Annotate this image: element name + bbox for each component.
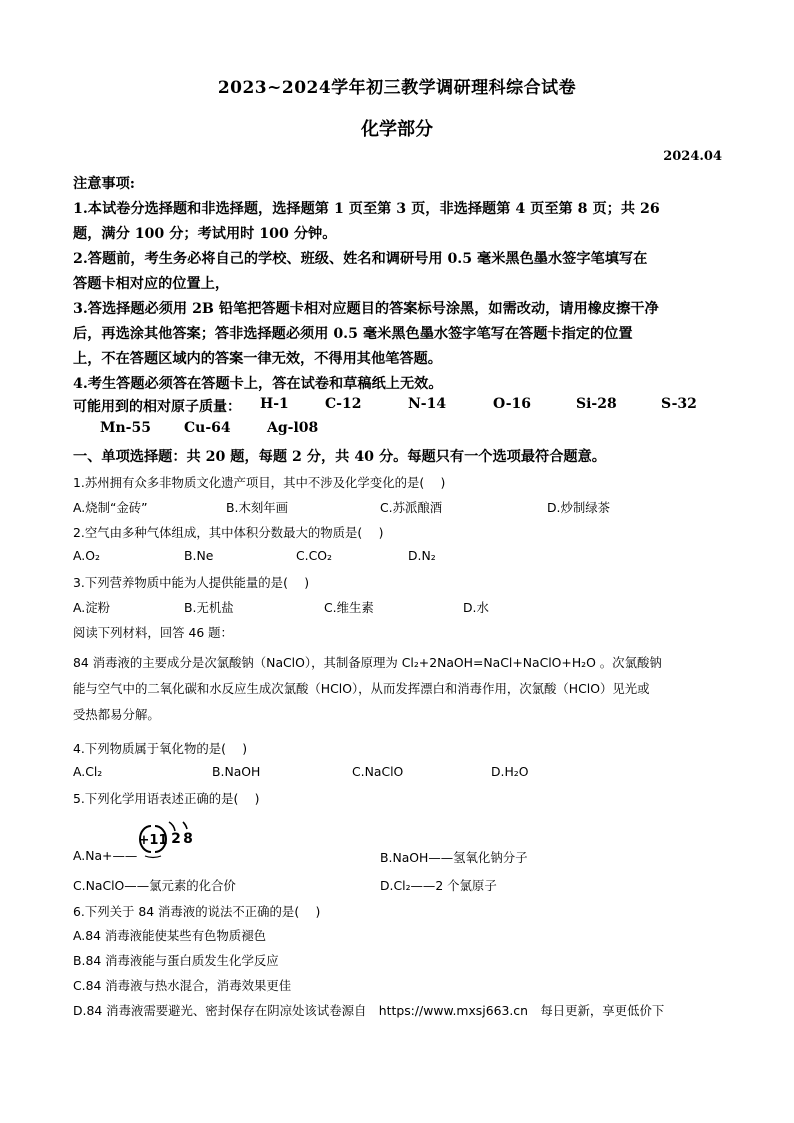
question-5-option-d: D.Cl₂——2 个氯原子	[380, 878, 497, 893]
option-b: B.木刻年画	[226, 500, 289, 515]
reading-intro: 阅读下列材料，回答 46 题：	[73, 625, 233, 640]
question-3-options	[73, 598, 733, 616]
option-d: D.水	[463, 600, 489, 615]
reading-material	[73, 650, 733, 728]
shell-electrons: 8	[183, 831, 193, 847]
question-6-stem: 6.下列关于 84 消毒液的说法不正确的是( )	[73, 904, 321, 919]
option-b: B.84 消毒液能与蛋白质发生化学反应	[73, 953, 279, 968]
option-c: C.CO₂	[296, 548, 332, 563]
sodium-ion-structure-diagram	[133, 819, 203, 861]
option-a: A.84 消毒液能使某些有色物质褪色	[73, 928, 266, 943]
notes-line: 1.本试卷分选择题和非选择题，选择题第 1 页至第 3 页，非选择题第 4 页至第 8 页；共 26	[73, 201, 660, 217]
material-line: 受热都易分解。	[73, 707, 160, 722]
notes-line: 4.考生答题必须答在答题卡上，答在试卷和草稿纸上无效。	[73, 376, 443, 392]
material-line: 能与空气中的二氧化碳和水反应生成次氯酸（HClO），从而发挥漂白和消毒作用，次氯酸（HClO）见光或	[73, 681, 650, 696]
question-5-option-c: C.NaClO——氯元素的化合价	[73, 878, 236, 893]
question-1-stem: 1.苏州拥有众多非物质文化遗产项目，其中不涉及化学变化的是( )	[73, 475, 446, 490]
option-a: A.淀粉	[73, 600, 110, 615]
question-5-option-b: B.NaOH——氢氧化钠分子	[380, 850, 528, 865]
notes-line: 答题卡相对应的位置上，	[73, 276, 230, 292]
material-line: 84 消毒液的主要成分是次氯酸钠（NaClO），其制备原理为 Cl₂+2NaOH=NaCl+NaClO+H₂O 。次氯酸钠	[73, 655, 662, 670]
mass-item: Ag-l08	[267, 420, 319, 436]
question-1-options	[73, 498, 733, 516]
exam-date: 2024.04	[663, 149, 722, 164]
exam-subtitle: 化学部分	[361, 119, 433, 140]
masses-label: 可能用到的相对原子质量：	[73, 399, 241, 415]
option-a: A.O₂	[73, 548, 100, 563]
mass-item: N-14	[408, 396, 447, 412]
notes-block	[73, 172, 733, 397]
notes-heading: 注意事项:	[73, 176, 135, 192]
shell-electrons: 2	[171, 831, 181, 847]
question-2-stem: 2.空气由多种气体组成，其中体积分数最大的物质是( )	[73, 525, 384, 540]
mass-item: S-32	[661, 396, 697, 412]
mass-item: Mn-55	[100, 420, 151, 436]
option-c: C.苏派酿酒	[380, 500, 443, 515]
mass-item: O-16	[493, 396, 532, 412]
question-5-stem: 5.下列化学用语表述正确的是( )	[73, 791, 260, 806]
option-b: B.无机盐	[184, 600, 234, 615]
question-4-options	[73, 764, 733, 782]
question-3-stem: 3.下列营养物质中能为人提供能量的是( )	[73, 575, 310, 590]
option-d: D.N₂	[408, 548, 436, 563]
notes-line: 后，再选涂其他答案；答非选择题必须用 0.5 毫米黑色墨水签字笔写在答题卡指定的位置	[73, 326, 633, 342]
option-a: A.烧制“金砖”	[73, 500, 148, 515]
question-2-options	[73, 548, 733, 566]
mass-item: H-1	[260, 396, 289, 412]
notes-line: 题，满分 100 分；考试用时 100 分钟。	[73, 226, 337, 242]
option-d: D.84 消毒液需要避光、密封保存在阴凉处该试卷源自 https://www.mxsj663.cn 每日更新，享更低价下	[73, 1003, 665, 1018]
notes-line: 3.答选择题必须用 2B 铅笔把答题卡相对应题目的答案标号涂黑，如需改动，请用橡皮擦干净	[73, 301, 659, 317]
electron-shell-arc	[169, 822, 175, 831]
section-heading: 一、单项选择题：共 20 题，每题 2 分，共 40 分。每题只有一个选项最符合题意。	[73, 449, 606, 465]
mass-item: C-12	[325, 396, 362, 412]
atomic-masses	[73, 396, 733, 444]
option-d: D.H₂O	[491, 764, 529, 779]
option-d: D.炒制绿茶	[547, 500, 611, 515]
option-b: B.NaOH	[212, 764, 261, 779]
option-a: A.Cl₂	[73, 764, 103, 779]
electron-shell-arc	[145, 856, 161, 858]
option-c: C.84 消毒液与热水混合，消毒效果更佳	[73, 978, 292, 993]
option-c: C.NaClO	[352, 764, 404, 779]
notes-line: 上，不在答题区域内的答案一律无效，不得用其他笔答题。	[73, 351, 442, 367]
mass-item: Cu-64	[184, 420, 231, 436]
option-b: B.Ne	[184, 548, 214, 563]
nucleus-charge: +11	[138, 833, 168, 848]
exam-title: 2023~2024学年初三教学调研理科综合试卷	[217, 78, 577, 98]
notes-line: 2.答题前，考生务必将自己的学校、班级、姓名和调研号用 0.5 毫米黑色墨水签字笔填写在	[73, 251, 648, 267]
question-5-option-a: A.Na+——	[73, 848, 138, 863]
option-c: C.维生素	[324, 600, 374, 615]
question-4-stem: 4.下列物质属于氧化物的是( )	[73, 741, 248, 756]
mass-item: Si-28	[576, 396, 617, 412]
electron-shell-arc	[183, 822, 187, 829]
